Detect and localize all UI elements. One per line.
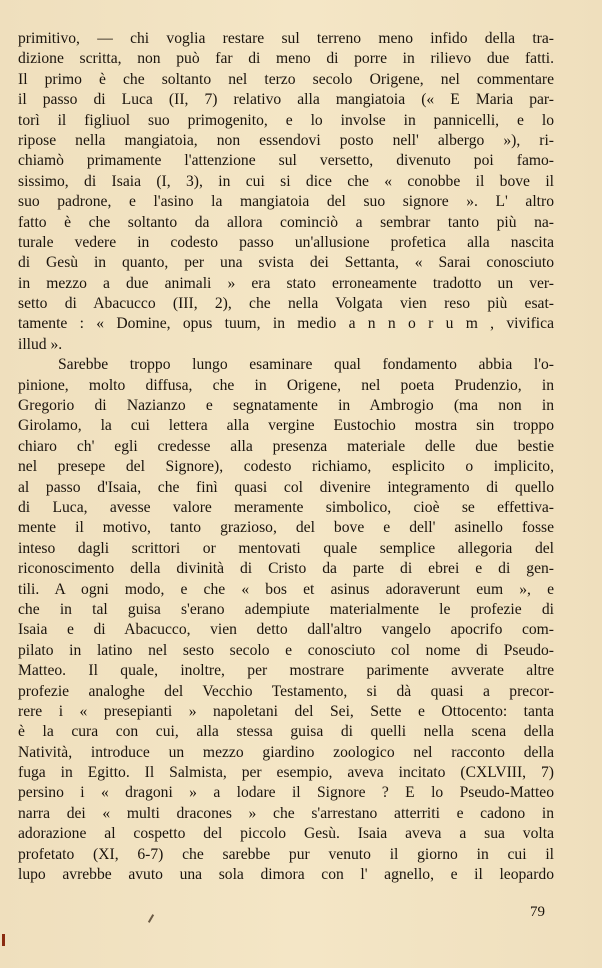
- text-line: pinione, molto diffusa, che in Origene, nel poeta Prudenzio, in: [18, 376, 554, 394]
- text-line: è la cura con cui, alla stessa guisa di quelli nella scena della: [18, 723, 554, 741]
- text-line: fuga in Egitto. Il Salmista, per esempio, aveva incitato (CXLVIII, 7): [18, 764, 554, 782]
- text-line: in mezzo a due animali » era stato erroneamente tradotto un ver-: [18, 274, 554, 292]
- edge-mark: [2, 934, 5, 946]
- text-line: fatto è che soltanto da allora cominciò a sembrar tanto più na-: [18, 213, 554, 231]
- text-line: torì il figliuol suo primogenito, e lo involse in pannicelli, e lo: [18, 111, 554, 129]
- text-line: di Luca, avesse valore meramente simbolico, cioè se effettiva-: [18, 498, 554, 516]
- text-line: illud ».: [18, 335, 63, 353]
- text-line: Matteo. Il quale, inoltre, per mostrare parimente avverate altre: [18, 662, 554, 680]
- body-text: [18, 29, 554, 885]
- text-line: dizione scritta, non può far di meno di porre in rilievo due fatti.: [18, 50, 554, 68]
- text-line: al passo d'Isaia, che finì quasi col divenire integramento di quello: [18, 478, 554, 496]
- text-line: suo padrone, e l'asino la mangiatoia del suo signore ». L' altro: [18, 193, 554, 211]
- text-line: ripose nella mangiatoia, non essendovi posto nell' albergo »), ri-: [18, 131, 554, 149]
- text-line: profezie analoghe del Vecchio Testamento, si dà quasi a precor-: [18, 682, 554, 700]
- text-line: profetato (XI, 6-7) che sarebbe pur venuto il giorno in cui il: [18, 845, 554, 863]
- text-line: Girolamo, la cui lettera alla vergine Eustochio mostra sin troppo: [18, 417, 554, 435]
- text-line: il passo di Luca (II, 7) relativo alla mangiatoia (« E Maria par-: [18, 91, 554, 109]
- text-line: persino i « dragoni » a lodare il Signore ? E lo Pseudo-Matteo: [18, 784, 554, 802]
- text-line: Isaia e di Abacucco, vien detto dall'altro vangelo apocrifo com-: [18, 621, 554, 639]
- text-line: nel presepe del Signore), codesto richiamo, esplicito o implicito,: [18, 458, 554, 476]
- text-line: Natività, introduce un mezzo giardino zoologico nel racconto della: [18, 743, 554, 761]
- text-line: lupo avrebbe avuto una sola dimora con l' agnello, e il leopardo: [18, 866, 554, 884]
- text-line: sissimo, di Isaia (I, 3), in cui si dice che « conobbe il bove il: [18, 172, 554, 190]
- text-line: Sarebbe troppo lungo esaminare qual fondamento abbia l'o-: [58, 356, 554, 374]
- text-line: turale vedere in codesto passo un'allusione profetica alla nascita: [18, 233, 554, 251]
- text-line: setto di Abacucco (III, 2), che nella Volgata vien reso più esat-: [18, 295, 554, 313]
- text-line: rere i « presepianti » napoletani del Sei, Sette e Ottocento: tanta: [18, 702, 554, 720]
- text-line: riconoscimento della divinità di Cristo da parte di ebrei e di gen-: [18, 560, 554, 578]
- text-line: Il primo è che soltanto nel terzo secolo Origene, nel commentare: [18, 70, 554, 88]
- text-line: tamente : « Domine, opus tuum, in medio a n n o r u m , vivifica: [18, 315, 554, 333]
- text-line: che in tal guisa s'erano adempiute materialmente le profezie di: [18, 600, 554, 618]
- page-number: 79: [530, 904, 545, 920]
- text-line: mente il motivo, tanto grazioso, del bove e dell' asinello fosse: [18, 519, 554, 537]
- text-line: chiaro ch' egli credesse alla presenza materiale delle due bestie: [18, 437, 554, 455]
- text-line: Gregorio di Nazianzo e segnatamente in Ambrogio (ma non in: [18, 397, 554, 415]
- text-line: chiamò primamente l'attenzione sul versetto, divenuto poi famo-: [18, 152, 554, 170]
- text-line: primitivo, — chi voglia restare sul terreno meno infido della tra-: [18, 30, 554, 47]
- text-line: tili. A ogni modo, e che « bos et asinus adoraverunt eum », e: [18, 580, 554, 598]
- text-line: pilato in latino nel sesto secolo e conosciuto col nome di Pseudo-: [18, 641, 554, 659]
- text-line: inteso dagli scrittori or mentovati quale semplice allegoria del: [18, 539, 554, 557]
- text-line: narra dei « multi dracones » che s'arrestano atterriti e cadono in: [18, 804, 554, 822]
- text-line: adorazione al cospetto del piccolo Gesù. Isaia aveva a sua volta: [18, 825, 554, 843]
- text-line: di Gesù in quanto, per una svista dei Settanta, « Sarai conosciuto: [18, 254, 554, 272]
- ink-mark: [148, 914, 154, 923]
